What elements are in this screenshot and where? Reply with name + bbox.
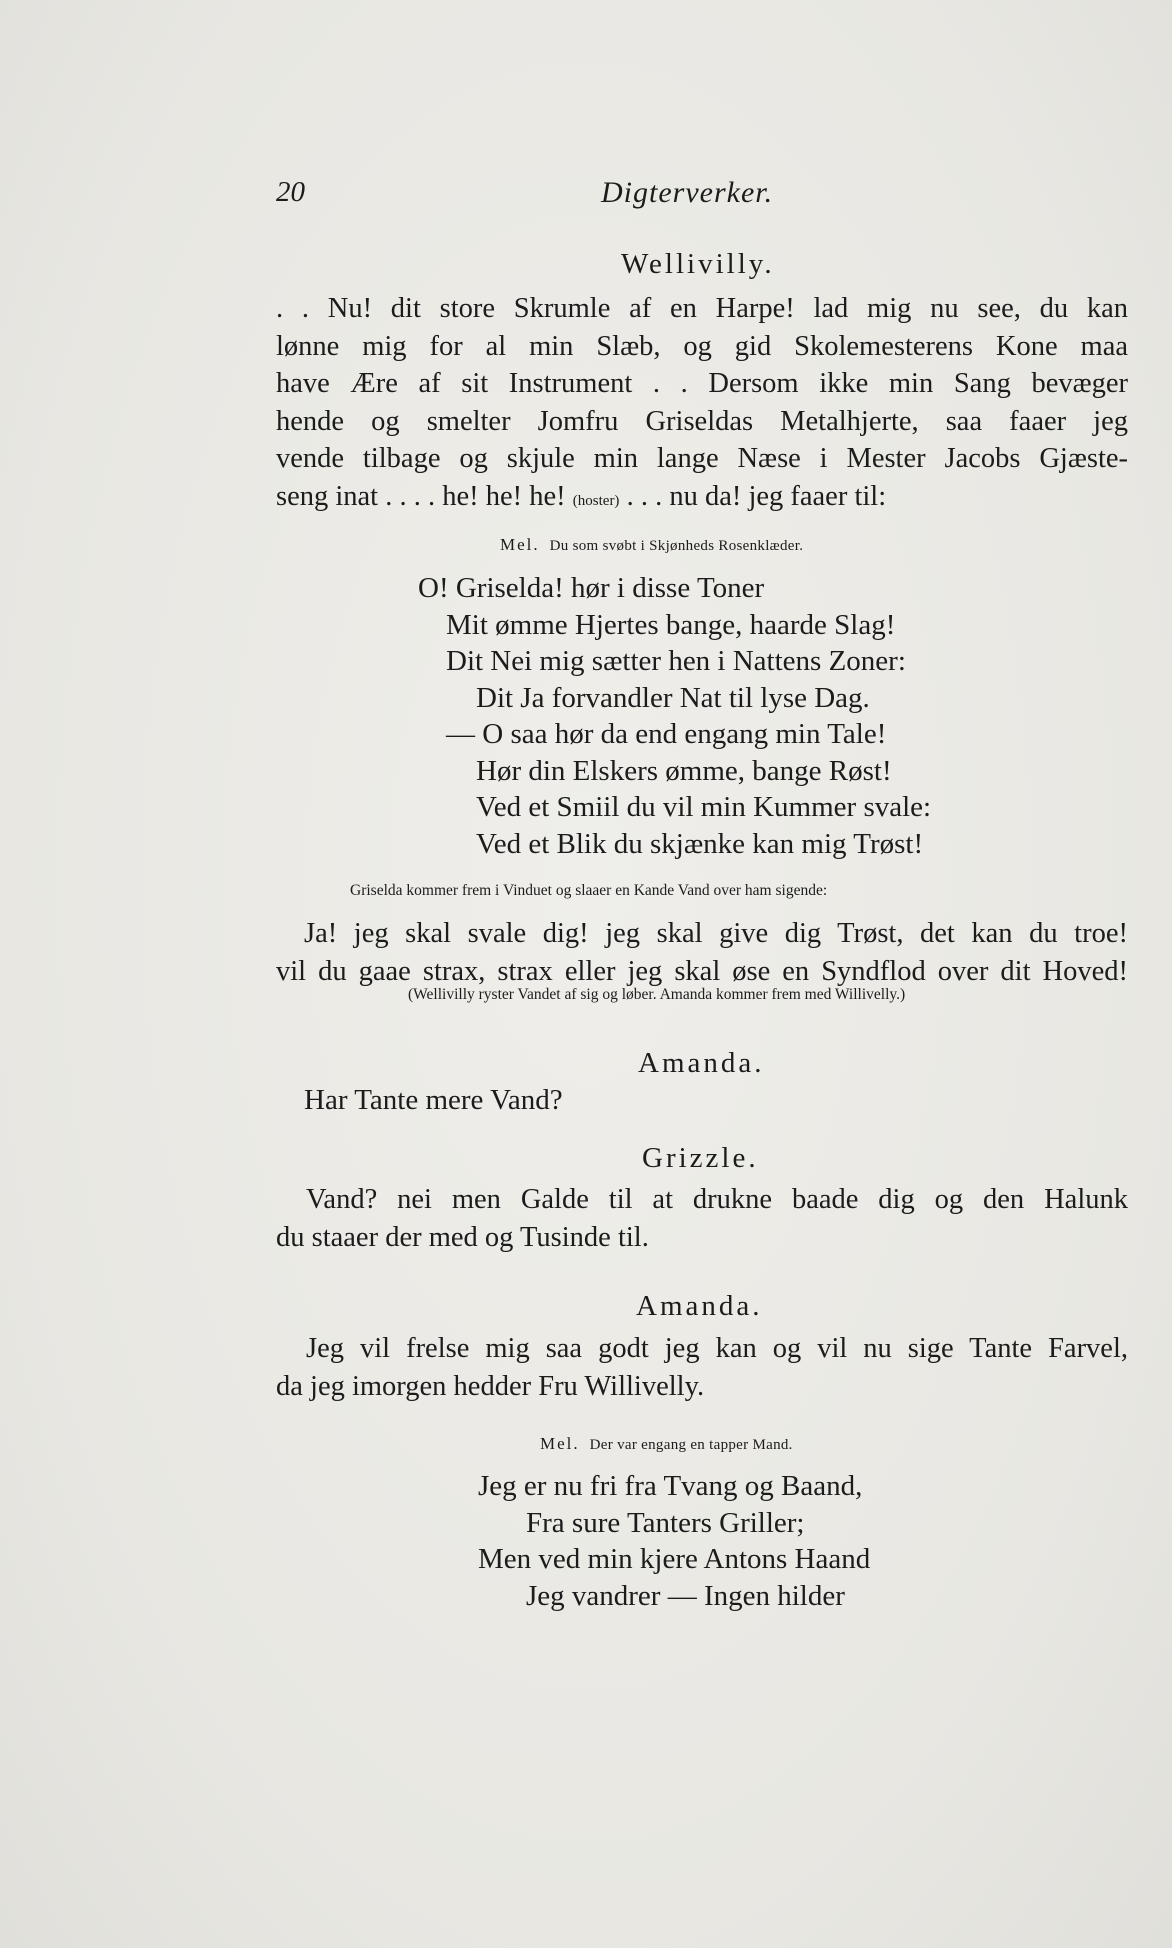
prose-line: [276, 478, 1128, 516]
speech-griselda: [276, 915, 1128, 990]
song-amanda: [0, 1468, 870, 1614]
prose-line: Vand? nei men Galde til at drukne baade dig og den Halunk: [306, 1184, 1128, 1215]
speaker-wellivilly: Wellivilly.: [621, 248, 775, 280]
prose-line: Jeg vil frelse mig saa godt jeg kan og vil nu sige Tante Farvel,: [306, 1333, 1128, 1364]
running-header: [276, 176, 1132, 216]
stage-direction: Griselda kommer frem i Vinduet og slaaer en Kande Vand over ham sigende:: [350, 882, 828, 899]
verse-line: Jeg er nu fri fra Tvang og Baand,: [478, 1470, 863, 1502]
melody-note: [540, 1434, 793, 1454]
verse-line: Mit ømme Hjertes bange, haarde Slag!: [446, 608, 896, 641]
speaker-amanda: Amanda.: [638, 1047, 765, 1079]
prose-line: du staaer der med og Tusinde til.: [276, 1221, 649, 1253]
prose-line: lønne mig for al min Slæb, og gid Skolemesterens Kone maa: [276, 330, 1128, 362]
verse-line: Dit Nei mig sætter hen i Nattens Zoner:: [446, 645, 906, 677]
prose-line: Ja! jeg skal svale dig! jeg skal give dig Trøst, det kan du troe!: [304, 918, 1128, 949]
stage-direction: (Wellivilly ryster Vandet af sig og løber. Amanda kommer frem med Willivelly.): [408, 986, 906, 1003]
prose-line: vende tilbage og skjule min lange Næse i Mester Jacobs Gjæste-: [276, 443, 1128, 474]
verse-line: Hør din Elskers ømme, bange Røst!: [476, 754, 892, 787]
speech-amanda-2: [276, 1330, 1128, 1405]
verse-line: Men ved min kjere Antons Haand: [478, 1543, 871, 1575]
melody-label: Mel.: [540, 1434, 580, 1453]
stage-direction-inline: (hoster): [572, 492, 620, 509]
verse-line: Ved et Blik du skjænke kan mig Trøst!: [476, 827, 924, 860]
running-title: Digterverker.: [601, 176, 774, 209]
speaker-grizzle: Grizzle.: [642, 1142, 759, 1174]
song-griselda: [0, 570, 931, 862]
prose-line: da jeg imorgen hedder Fru Willivelly.: [276, 1370, 705, 1402]
prose-fragment: seng inat . . . . he! he! he!: [276, 480, 566, 512]
melody-title: Der var engang en tapper Mand.: [589, 1437, 793, 1453]
speech-grizzle: [276, 1181, 1128, 1256]
speech-amanda-1: Har Tante mere Vand?: [304, 1084, 563, 1116]
prose-line: hende og smelter Jomfru Griseldas Metalhjerte, saa faaer jeg: [276, 405, 1128, 437]
prose-fragment: . . . nu da! jeg faaer til:: [626, 480, 887, 512]
melody-note: [500, 535, 803, 555]
verse-line: — O saa hør da end engang min Tale!: [446, 718, 887, 750]
prose-line: . . Nu! dit store Skrumle af en Harpe! lad mig nu see, du kan: [276, 293, 1128, 324]
page-number: 20: [276, 176, 305, 208]
verse-line: Ved et Smiil du vil min Kummer svale:: [476, 791, 932, 823]
verse-line: Jeg vandrer — Ingen hilder: [526, 1579, 845, 1612]
speech-wellivilly: [276, 290, 1128, 515]
prose-line: vil du gaae strax, strax eller jeg skal øse en Syndflod over dit Hoved!: [276, 955, 1128, 987]
verse-line: Fra sure Tanters Griller;: [526, 1506, 805, 1539]
prose-line: have Ære af sit Instrument . . Dersom ikke min Sang bevæger: [276, 368, 1128, 399]
melody-title: Du som svøbt i Skjønheds Rosenklæder.: [549, 538, 804, 554]
melody-label: Mel.: [500, 535, 540, 554]
speaker-amanda: Amanda.: [636, 1290, 763, 1322]
verse-line: Dit Ja forvandler Nat til lyse Dag.: [476, 681, 870, 714]
verse-line: O! Griselda! hør i disse Toner: [418, 572, 765, 604]
